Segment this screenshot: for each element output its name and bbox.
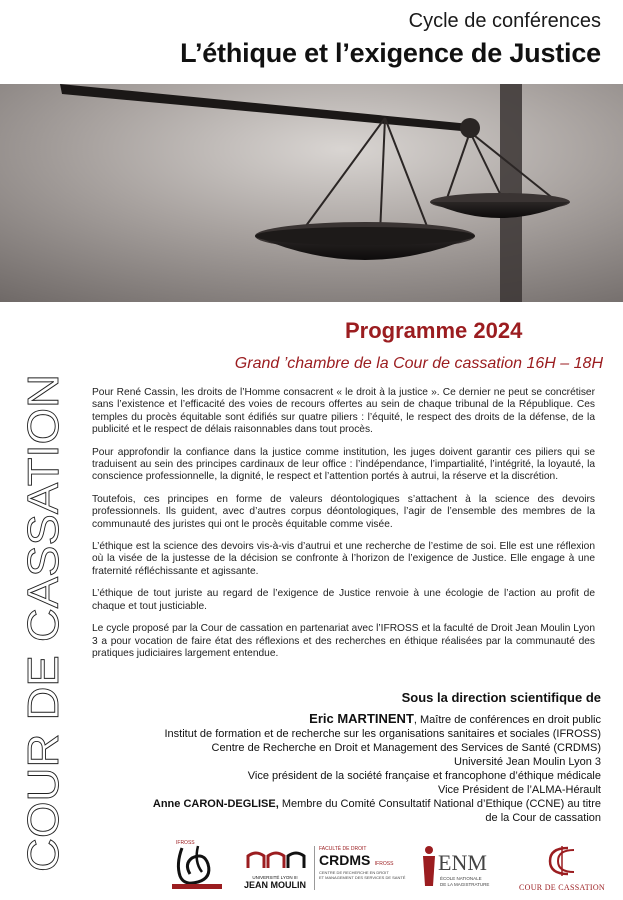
person1-line xyxy=(41,712,601,727)
paragraph: Pour René Cassin, les droits de l’Homme consacrent « le droit à la justice ». Ce dernier ne peut se concrétiser sans l’existence et l’efficacité des voies de recours offertes au sein de chaque tribunal de la République. Ces temples du procès équitable sont édifiés sur quatre piliers : l’équité, le respect des droits de la défense, de la publicité et le respect de délais raisonnables dans tout procès. xyxy=(92,387,595,436)
person2-role-cont: de la Cour de cassation xyxy=(485,812,601,824)
lyon3-top-text: UNIVERSITÉ LYON III xyxy=(252,875,298,880)
enm-name: ENM xyxy=(438,850,487,875)
cour-de-cassation-logo xyxy=(516,844,608,892)
person2-line xyxy=(41,797,601,811)
partner-logos xyxy=(0,840,623,900)
programme-subtitle: Grand ’chambre de la Cour de cassation 16H – 18H xyxy=(234,355,603,372)
paragraph: Pour approfondir la confiance dans la justice comme institution, les juges doivent garantir ces piliers qui se traduisent au sein des principes cardinaux de leur office : l’indépendance, l’impartialité, l’intégrité, la loyauté, la conscience professionnelle, la dignité, le respect et l’attention portés à autrui, la réserve et la discrétion. xyxy=(92,446,595,483)
header xyxy=(0,0,623,86)
crdms-sub2: ET MANAGEMENT DES SERVICES DE SANTÉ xyxy=(319,875,406,880)
lyon3-name: JEAN MOULIN xyxy=(244,880,307,890)
direction-block xyxy=(41,712,601,825)
supertitle: Cycle de conférences xyxy=(408,10,601,32)
page-title: L’éthique et l’exigence de Justice xyxy=(180,38,601,68)
person2-name: Anne CARON-DEGLISE, xyxy=(152,798,279,810)
affiliation-line: Vice président de la société française et francophone d’éthique médicale xyxy=(247,770,601,782)
affiliation-line: Vice Président de l’ALMA-Hérault xyxy=(437,784,601,796)
scales-of-justice-photo xyxy=(0,84,623,302)
lyon3-logo xyxy=(244,850,306,890)
direction-title: Sous la direction scientifique de xyxy=(401,690,601,705)
ifross-text: IFROSS xyxy=(176,840,195,846)
affiliation-line: Université Jean Moulin Lyon 3 xyxy=(454,756,601,768)
affiliation-line: Institut de formation et de recherche sur les organisations sanitaires et sociales (IFROSS) xyxy=(164,728,601,740)
crdms-top-text: FACULTÉ DE DROIT xyxy=(319,846,367,852)
enm-sub2: DE LA MAGISTRATURE xyxy=(440,882,490,887)
person1-name: Eric MARTINENT xyxy=(309,711,414,726)
crdms-tag: IFROSS xyxy=(374,861,394,867)
crdms-logo xyxy=(314,846,411,890)
ifross-logo xyxy=(168,842,226,892)
paragraph: Le cycle proposé par la Cour de cassation en partenariat avec l’IFROSS et la faculté de Droit Jean Moulin Lyon 3 a pour vocation de faire état des réflexions et des recherches en éthique réalisées par la communauté des pratiques judiciaires largement entendue. xyxy=(92,623,595,659)
enm-sub1: ÉCOLE NATIONALE xyxy=(440,876,482,881)
programme-title: Programme 2024 xyxy=(345,318,523,343)
paragraph: L’éthique de tout juriste au regard de l’exigence de Justice renvoie à une écologie de l’action au profit de chaque et tout justiciable. xyxy=(92,588,595,612)
cour-logo-text: COUR DE CASSATION xyxy=(519,883,605,892)
crdms-name: CRDMS xyxy=(319,852,371,868)
body-text xyxy=(92,387,595,670)
paragraph: L’éthique est la science des devoirs vis-à-vis d’autrui et une recherche de l’estime de soi. Elle est une réflexion où la visée de la justesse de la décision se confronte à l’horizon de l’exigence de Justice. Elle engage à une fraternité réfléchissante et agissante. xyxy=(92,541,595,577)
crdms-sub1: CENTRE DE RECHERCHE EN DROIT xyxy=(319,870,389,875)
enm-logo xyxy=(420,844,500,892)
vertical-label-text: COUR DE CASSATION xyxy=(19,405,68,872)
crdms-name-row xyxy=(319,852,411,870)
paragraph: Toutefois, ces principes en forme de valeurs déontologiques s’attachent à la science des devoirs professionnels. Ils guident, avec d’autres corpus déontologiques, l’agir de l’ensemble des membres de la communauté des juristes qui ont le procès équitable comme visée. xyxy=(92,493,595,530)
affiliation-line: Centre de Recherche en Droit et Management des Services de Santé (CRDMS) xyxy=(211,742,601,754)
person1-role: , Maître de conférences en droit public xyxy=(413,714,601,726)
person2-role: Membre du Comité Consultatif National d’Ethique (CCNE) au titre xyxy=(278,798,601,810)
